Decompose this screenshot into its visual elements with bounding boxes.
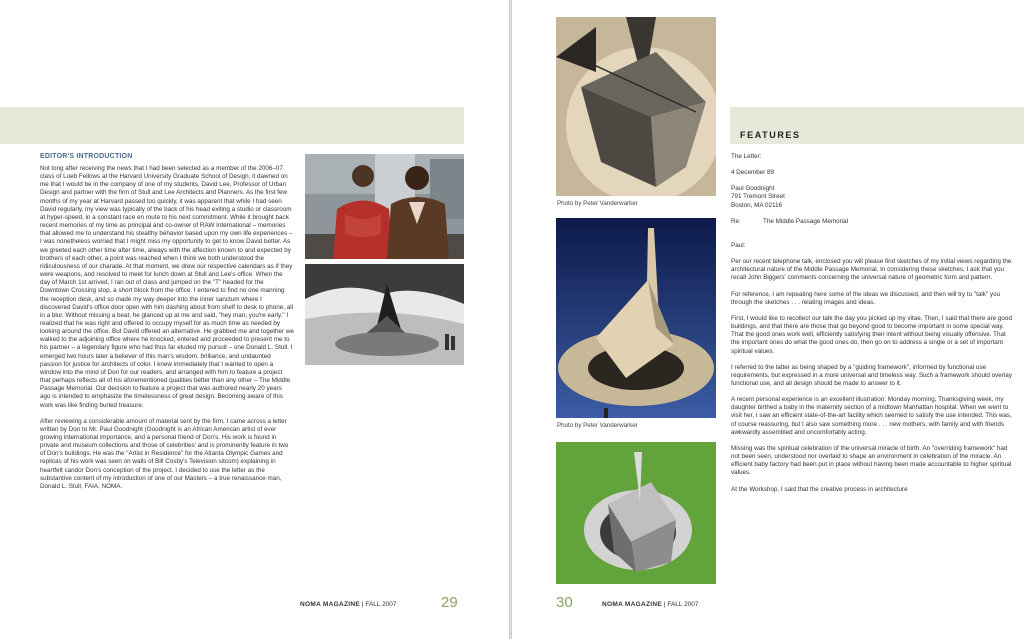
spacer	[731, 250, 1013, 258]
memorial-sketch-drawing	[305, 264, 464, 365]
letter-salutation: Paul:	[731, 241, 746, 249]
left-page	[0, 0, 509, 639]
footer-separator: |	[663, 601, 666, 608]
editor-introduction-text	[40, 165, 294, 499]
letter-text	[731, 153, 1013, 502]
letter-re-line	[731, 218, 1013, 226]
letter-paragraph-7: At the Workshop, I said that the creative process in architecture	[731, 485, 908, 493]
photo-caption-2: Photo by Peter Vanderwarker	[557, 422, 638, 429]
spacer	[731, 210, 1013, 218]
portrait-photo	[305, 154, 464, 259]
letter-paragraph-6: Missing was the spiritual celebration of the universal miracle of birth. An "overriding framework" had not been seen, understood nor overlaid to shape an environment in celebration of the miracle. An efficient baby factory had been put in place without having been made accountable to higher spiritual values.	[731, 444, 1012, 477]
right-page	[512, 0, 1024, 639]
address-city: Boston, MA 02116	[731, 201, 782, 209]
intro-paragraph-2: After reviewing a considerable amount of material sent by the firm, I came across a letter written by Don to Mr. Paul Goodnight (Goodnight is an African American artist of ever growing international importance, and a personal friend of Don's. His work is found in private and museum collections and those of celebrities' and is prominently feature in two of Don's buildings. He was the "Artist in Residence" for the Atlanta Olympic Games and replicas of his work was seen on walls of Bill Cosby's Television sitcom) explaining in heartfelt candor Don's conception of the project. I decided to use the letter as the substantive content of my introduction of one of our Masters – a true renaissance man, Donald L. Stull, FAIA, NOMA.	[40, 417, 289, 490]
memorial-model-photo-1	[556, 17, 716, 196]
footer-left	[300, 601, 397, 608]
address-street: 791 Tremont Street	[731, 193, 785, 201]
section-kicker: EDITOR'S INTRODUCTION	[40, 153, 133, 160]
section-title: FEATURES	[740, 130, 801, 140]
spacer	[731, 226, 1013, 234]
memorial-model-photo-2	[556, 218, 716, 418]
footer-issue: FALL 2007	[365, 601, 397, 608]
footer-right	[602, 601, 699, 608]
page-number-left: 29	[441, 594, 458, 611]
letter-paragraph-1: Per our recent telephone talk, enclosed you will please find sketches of my initial views regarding the architectural nature of the Middle Passage Memorial. In considering these sketches, I ask that you recall John Biggers' comments concerning the universal nature of geometric form and pattern.	[731, 258, 1012, 282]
letter-paragraph-4: I referred to the latter as being shaped by a "guiding framework", informed by functional use requirements, but expressed in a more universal and timeless way. Such a framework should overlay functional use, and all design should be made to answer to it.	[731, 363, 1012, 387]
header-band-left	[0, 107, 464, 144]
photo-caption-1: Photo by Peter Vanderwarker	[557, 200, 638, 207]
intro-paragraph-1: Not long after receiving the news that I had been selected as a member of the 2006–07 class of Loeb Fellows at the Harvard University Graduate School of Design, it dawned on me that I would be in the company of one of my students, David Lee, Professor of Urban Design and partner with the firm of Stull and Lee Architects and Planners. As the first few months of my year at Harvard passed too quickly, it was apparent that while I had seen David regularly, my view was typically of the back of his head exiting a studio or classroom at hyper-speed, in a constant race en route to his next commitment. While it brought back recent memories of my time as principal and co-owner of RAW International – memories that allowed me to understand his stealthy behavior based upon my own life experiences – I was nonetheless worried that I might miss my opportunity to get to know David better. As we greeted each other time after time, always with the affection known to and expected by brothers of each other, a point was reached when I think we both understood the ridiculousness of our charade. At that moment, we drew our respective calendars as if they were weapons, and resolved to meet for lunch down at Stull and Lee's office. When the day of March 1st arrived, I ran out of class and jumped on the "T" headed for the Downtown Crossing stop, a short block from the office. I entered to find no one manning the reception desk, and so made my way deeper into the inner sanctum where I discovered David's office door open with him dashing about from shelf to desk to phone, all in a blur. Without missing a beat, he glanced up at me and said, "hey man, you're early." I realized that he was right and offered to occupy myself for as much time as needed by looking around the office. But David offered an alternative. He grabbed me and together we walked to the adjoining office where he knocked, entered and proceeded to present me to his partner – a legendary figure who had thus far eluded my pursuit – one Donald L. Stull. I emerged two hours later a believer of this man's wisdom, brilliance, and undaunted passion for justice for architects of color. I knew immediately that I wanted to open a window into the mind of Don for our readers, and arranged with him to feature a project that perhaps reflects all of his aforementioned qualities better than any other – The Middle Passage Memorial. Our decision to feature a project that was authored nearly 20 years ago is intended to emphasize the timelessness of great design. Becoming aware of this work was like finding buried treasure.	[40, 165, 294, 409]
letter-date: 4 December 89	[731, 169, 775, 177]
re-text: The Middle Passage Memorial	[763, 217, 849, 225]
spacer	[731, 234, 1013, 242]
footer-magazine: NOMA MAGAZINE	[602, 601, 662, 608]
spacer	[731, 161, 1013, 169]
spacer	[731, 177, 1013, 185]
memorial-model-photo-3	[556, 442, 716, 584]
letter-paragraph-2: For reference, I am repeating here some of the ideas we discussed, and then will try to "talk" you through the sketches . . . relating images and ideas.	[731, 290, 1001, 306]
letter-paragraph-3: First, I would like to recollect our talk the day you picked up my vitae. Then, I said that there are good buildings, and that there are those that go beyond good to become important in some special way. That the good ones work well, efficiently satisfying their intent without being visually offensive. That the important ones do what the good ones do, then go on to address a single or a set of important spiritual values.	[731, 314, 1012, 355]
page-number-right: 30	[556, 594, 573, 611]
address-name: Paul Goodnight	[731, 185, 775, 193]
footer-issue: FALL 2007	[667, 601, 699, 608]
re-label: Re:	[731, 217, 741, 225]
footer-separator: |	[361, 601, 364, 608]
letter-paragraph-5: A recent personal experience is an excellent illustration: Monday morning, Thanksgiving week, my daughter birthed a baby in the maternity section of a midtown Manhattan hospital. When we went to visit her, I saw an efficient state-of-the-art facility which seemed to satisfy the use intended. This was, of course reassuring, but I also saw something more . . . new mothers, with family and with friends awkwardly assembled and uncomfortably acting.	[731, 396, 1012, 436]
letter-intro: The Letter:	[731, 153, 762, 160]
footer-magazine: NOMA MAGAZINE	[300, 601, 360, 608]
